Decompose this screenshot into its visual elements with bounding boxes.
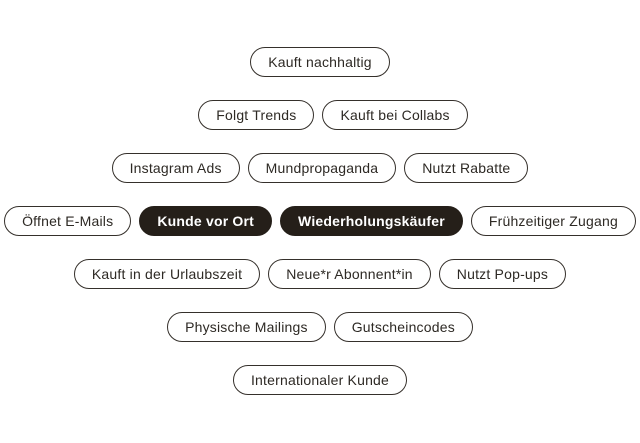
segment-pill-label: Frühzeitiger Zugang (488, 213, 618, 229)
segment-pill-nutzt-rabatte (404, 153, 528, 183)
segment-pill-mundpropaganda (248, 153, 397, 183)
segment-pill-internationaler-kunde (233, 365, 407, 395)
segment-pill-nutzt-pop-ups (439, 259, 566, 289)
pill-row-5 (74, 259, 566, 289)
segment-pill-label: Neue*r Abonnent*in (286, 266, 413, 282)
segment-pill-label: Instagram Ads (129, 160, 222, 176)
pill-row-6 (167, 312, 473, 342)
segment-pill-label: Internationaler Kunde (250, 372, 390, 388)
pill-row-7 (233, 365, 407, 395)
segment-pill-label: Kunde vor Ort (157, 213, 255, 229)
segment-pill-label: Gutscheincodes (351, 319, 455, 335)
segment-pill-neue-r-abonnent-in (268, 259, 431, 289)
segment-pill-label: Nutzt Pop-ups (456, 266, 549, 282)
segment-pill-kauft-bei-collabs (322, 100, 467, 130)
segment-pill-folgt-trends (198, 100, 314, 130)
segment-pill-label: Kauft in der Urlaubszeit (91, 266, 243, 282)
segment-pill-instagram-ads (112, 153, 240, 183)
segment-pill-label: Physische Mailings (185, 319, 308, 335)
segment-pill-physische-mailings (167, 312, 326, 342)
segment-pill-kauft-nachhaltig (250, 47, 390, 77)
pill-row-1 (250, 47, 390, 77)
segment-pill-label: Folgt Trends (216, 107, 297, 123)
segment-pill-label: Kauft nachhaltig (268, 54, 372, 70)
pill-row-4 (4, 206, 636, 236)
segment-pill-label: Öffnet E-Mails (22, 213, 114, 229)
segment-pill-wiederholungskaufer (280, 206, 463, 236)
segment-pill-gutscheincodes (334, 312, 473, 342)
segment-pill-label: Wiederholungskäufer (298, 213, 445, 229)
segment-pill-label: Nutzt Rabatte (422, 160, 511, 176)
segment-pill-kunde-vor-ort (139, 206, 272, 236)
pill-row-3 (112, 153, 529, 183)
segment-pill-label: Mundpropaganda (265, 160, 379, 176)
segment-pill-label: Kauft bei Collabs (340, 107, 450, 123)
pill-row-2 (198, 100, 467, 130)
segment-pill-kauft-in-der-urlaubszeit (74, 259, 260, 289)
segment-pill-fruhzeitiger-zugang (471, 206, 636, 236)
segment-pill-offnet-e-mails (4, 206, 131, 236)
